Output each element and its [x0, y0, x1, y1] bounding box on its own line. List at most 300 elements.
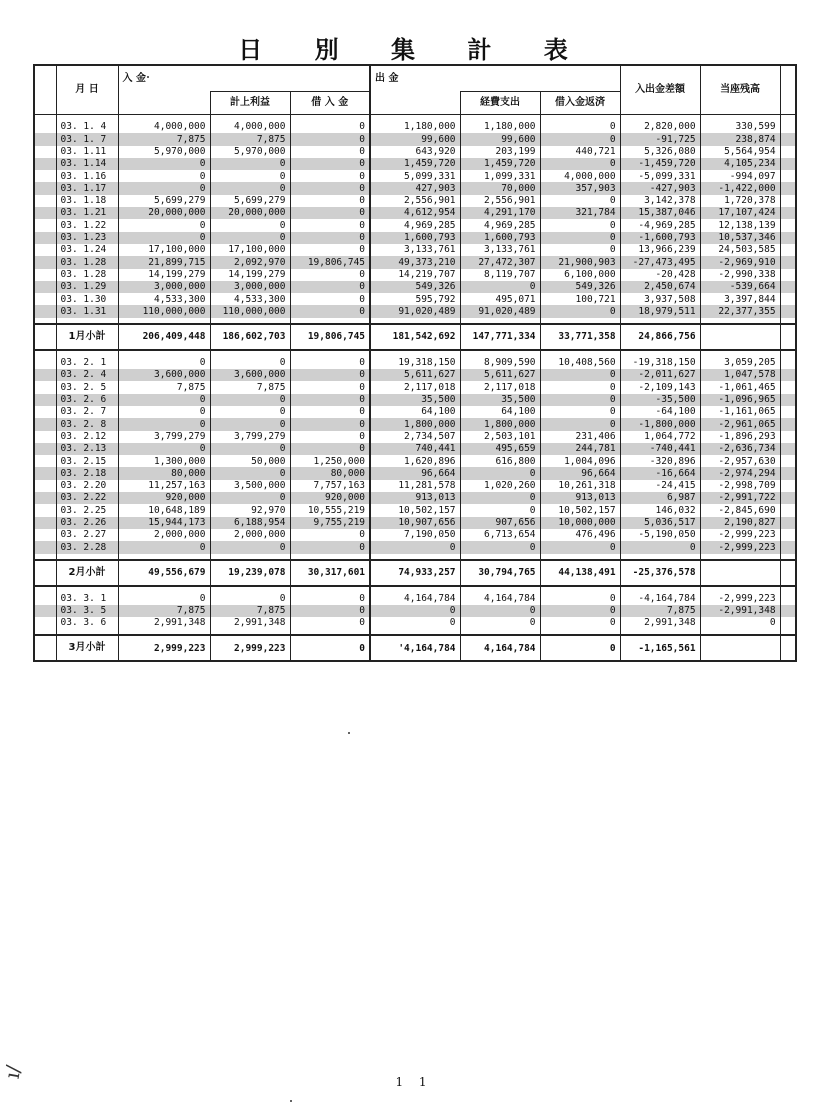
balance-cell: -1,896,293 [700, 431, 780, 443]
profit-cell: 0 [210, 158, 290, 170]
borrow-cell: 0 [290, 529, 370, 541]
expense-cell: 0 [460, 504, 540, 516]
profit-cell: 0 [210, 467, 290, 479]
balance-cell: 1,720,378 [700, 195, 780, 207]
table-row [34, 269, 796, 281]
profit-cell: 20,000,000 [210, 207, 290, 219]
in-cell: 3,000,000 [118, 281, 210, 293]
balance-cell: -2,969,910 [700, 256, 780, 268]
borrow-cell: 0 [290, 305, 370, 317]
subtotal-expense-cell: 4,164,784 [460, 635, 540, 661]
date-cell: 03. 1.21 [56, 207, 118, 219]
table-row [34, 617, 796, 629]
expense-cell: 0 [460, 467, 540, 479]
end-cell [780, 170, 796, 182]
balance-cell: 3,397,844 [700, 293, 780, 305]
spacer-cell [460, 350, 540, 357]
expense-cell: 1,800,000 [460, 418, 540, 430]
repay-cell: 549,326 [540, 281, 620, 293]
diff-cell: -2,011,627 [620, 369, 700, 381]
margin-cell [34, 121, 56, 133]
end-cell [780, 504, 796, 516]
spacer-cell [290, 586, 370, 593]
repay-cell: 1,004,096 [540, 455, 620, 467]
spacer-cell [56, 586, 118, 593]
balance-cell: -2,636,734 [700, 443, 780, 455]
diff-cell: -4,969,285 [620, 219, 700, 231]
balance-cell: -2,845,690 [700, 504, 780, 516]
in-cell: 2,000,000 [118, 529, 210, 541]
balance-cell: -2,998,709 [700, 480, 780, 492]
repay-cell: 0 [540, 369, 620, 381]
table-row [34, 158, 796, 170]
expense-cell: 8,119,707 [460, 269, 540, 281]
header-in: 入 金 [118, 65, 370, 92]
diff-cell: 2,991,348 [620, 617, 700, 629]
date-cell: 03. 2.26 [56, 517, 118, 529]
table-row [34, 504, 796, 516]
spacer-cell [370, 350, 460, 357]
balance-cell: 22,377,355 [700, 305, 780, 317]
table-row [34, 492, 796, 504]
balance-cell: 1,047,578 [700, 369, 780, 381]
balance-cell: -1,061,465 [700, 381, 780, 393]
repay-cell: 0 [540, 418, 620, 430]
header-out: 出 金 [370, 65, 620, 92]
diff-cell: -1,600,793 [620, 232, 700, 244]
spacer-cell [460, 586, 540, 593]
profit-cell: 3,500,000 [210, 480, 290, 492]
in-cell: 0 [118, 357, 210, 369]
expense-cell: 5,611,627 [460, 369, 540, 381]
expense-cell: 0 [460, 281, 540, 293]
borrow-cell: 0 [290, 281, 370, 293]
subtotal-diff-cell: 24,866,756 [620, 324, 700, 350]
scan-speck [290, 1100, 292, 1102]
out-cell: 4,164,784 [370, 593, 460, 605]
diff-cell: -5,190,050 [620, 529, 700, 541]
expense-cell: 2,117,018 [460, 381, 540, 393]
out-cell: 0 [370, 617, 460, 629]
scan-speck [147, 76, 149, 78]
balance-cell: 10,537,346 [700, 232, 780, 244]
diff-cell: -19,318,150 [620, 357, 700, 369]
diff-cell: -91,725 [620, 133, 700, 145]
table-row [34, 219, 796, 231]
repay-cell: 0 [540, 158, 620, 170]
table-row [34, 170, 796, 182]
header-in-spacer [118, 92, 210, 115]
out-cell: 7,190,050 [370, 529, 460, 541]
margin-cell [34, 605, 56, 617]
in-cell: 14,199,279 [118, 269, 210, 281]
subtotal-row [34, 324, 796, 350]
end-cell [780, 381, 796, 393]
profit-cell: 0 [210, 443, 290, 455]
expense-cell: 2,556,901 [460, 195, 540, 207]
out-cell: 11,281,578 [370, 480, 460, 492]
in-cell: 110,000,000 [118, 305, 210, 317]
repay-cell: 10,261,318 [540, 480, 620, 492]
repay-cell: 913,013 [540, 492, 620, 504]
borrow-cell: 0 [290, 219, 370, 231]
spacer-cell [118, 586, 210, 593]
borrow-cell: 80,000 [290, 467, 370, 479]
margin-cell [34, 232, 56, 244]
balance-cell: 2,190,827 [700, 517, 780, 529]
in-cell: 0 [118, 219, 210, 231]
table-row [34, 418, 796, 430]
margin-cell [34, 281, 56, 293]
out-cell: 5,611,627 [370, 369, 460, 381]
margin-cell [34, 560, 56, 586]
table-row [34, 406, 796, 418]
in-cell: 0 [118, 593, 210, 605]
end-cell [780, 207, 796, 219]
subtotal-label: 3月小計 [56, 635, 118, 661]
margin-cell [34, 504, 56, 516]
out-cell: 4,612,954 [370, 207, 460, 219]
diff-cell: -1,459,720 [620, 158, 700, 170]
diff-cell: -27,473,495 [620, 256, 700, 268]
in-cell: 3,600,000 [118, 369, 210, 381]
date-cell: 03. 1.17 [56, 182, 118, 194]
expense-cell: 4,969,285 [460, 219, 540, 231]
expense-cell: 0 [460, 541, 540, 553]
in-cell: 920,000 [118, 492, 210, 504]
subtotal-repay-cell: 0 [540, 635, 620, 661]
end-cell [780, 455, 796, 467]
margin-cell [34, 635, 56, 661]
end-cell [780, 369, 796, 381]
profit-cell: 0 [210, 170, 290, 182]
subtotal-borrow-cell: 30,317,601 [290, 560, 370, 586]
end-cell [780, 305, 796, 317]
date-cell: 03. 1.30 [56, 293, 118, 305]
diff-cell: 15,387,046 [620, 207, 700, 219]
repay-cell: 440,721 [540, 146, 620, 158]
repay-cell: 0 [540, 244, 620, 256]
subtotal-in-cell: 49,556,679 [118, 560, 210, 586]
spacer-cell [370, 586, 460, 593]
out-cell: 2,556,901 [370, 195, 460, 207]
margin-cell [34, 146, 56, 158]
subtotal-diff-cell: -25,376,578 [620, 560, 700, 586]
out-cell: 1,800,000 [370, 418, 460, 430]
in-cell: 21,899,715 [118, 256, 210, 268]
date-cell: 03. 1.29 [56, 281, 118, 293]
diff-cell: 3,142,378 [620, 195, 700, 207]
spacer-cell [540, 350, 620, 357]
in-cell: 0 [118, 158, 210, 170]
diff-cell: -1,800,000 [620, 418, 700, 430]
subtotal-profit-cell: 186,602,703 [210, 324, 290, 350]
balance-cell: -2,999,223 [700, 593, 780, 605]
balance-cell: -539,664 [700, 281, 780, 293]
balance-cell: -2,961,065 [700, 418, 780, 430]
diff-cell: -320,896 [620, 455, 700, 467]
out-cell: 1,459,720 [370, 158, 460, 170]
borrow-cell: 920,000 [290, 492, 370, 504]
spacer-cell [780, 350, 796, 357]
spacer-cell [620, 586, 700, 593]
borrow-cell: 9,755,219 [290, 517, 370, 529]
margin-cell [34, 269, 56, 281]
out-cell: 91,020,489 [370, 305, 460, 317]
profit-cell: 0 [210, 357, 290, 369]
table-row [34, 467, 796, 479]
borrow-cell: 0 [290, 244, 370, 256]
out-cell: 2,117,018 [370, 381, 460, 393]
end-cell [780, 418, 796, 430]
table-row [34, 244, 796, 256]
margin-cell [34, 207, 56, 219]
diff-cell: -20,428 [620, 269, 700, 281]
spacer-row [34, 586, 796, 593]
in-cell: 0 [118, 232, 210, 244]
date-cell: 03. 2.22 [56, 492, 118, 504]
expense-cell: 6,713,654 [460, 529, 540, 541]
borrow-cell: 0 [290, 293, 370, 305]
out-cell: 96,664 [370, 467, 460, 479]
date-cell: 03. 2.20 [56, 480, 118, 492]
profit-cell: 110,000,000 [210, 305, 290, 317]
end-cell [780, 529, 796, 541]
date-cell: 03. 3. 5 [56, 605, 118, 617]
repay-cell: 244,781 [540, 443, 620, 455]
date-cell: 03. 2. 6 [56, 394, 118, 406]
balance-cell: 0 [700, 617, 780, 629]
borrow-cell: 0 [290, 381, 370, 393]
balance-cell: -1,096,965 [700, 394, 780, 406]
table-row [34, 207, 796, 219]
profit-cell: 14,199,279 [210, 269, 290, 281]
expense-cell: 4,164,784 [460, 593, 540, 605]
header-balance: 当座残高 [700, 65, 780, 115]
date-cell: 03. 1.28 [56, 256, 118, 268]
margin-cell [34, 381, 56, 393]
borrow-cell: 0 [290, 269, 370, 281]
diff-cell: 3,937,508 [620, 293, 700, 305]
subtotal-row [34, 560, 796, 586]
table-row [34, 394, 796, 406]
balance-cell: 238,874 [700, 133, 780, 145]
in-cell: 15,944,173 [118, 517, 210, 529]
end-cell [780, 244, 796, 256]
table-row [34, 443, 796, 455]
subtotal-out-cell: 74,933,257 [370, 560, 460, 586]
table-row [34, 357, 796, 369]
repay-cell: 0 [540, 305, 620, 317]
borrow-cell: 7,757,163 [290, 480, 370, 492]
out-cell: 1,180,000 [370, 121, 460, 133]
diff-cell: 1,064,772 [620, 431, 700, 443]
end-cell [780, 593, 796, 605]
diff-cell: -35,500 [620, 394, 700, 406]
profit-cell: 0 [210, 418, 290, 430]
out-cell: 427,903 [370, 182, 460, 194]
diff-cell: -16,664 [620, 467, 700, 479]
end-cell [780, 617, 796, 629]
borrow-cell: 0 [290, 170, 370, 182]
margin-cell [34, 529, 56, 541]
subtotal-label: 1月小計 [56, 324, 118, 350]
date-cell: 03. 1. 4 [56, 121, 118, 133]
subtotal-profit-cell: 19,239,078 [210, 560, 290, 586]
repay-cell: 0 [540, 406, 620, 418]
expense-cell: 2,503,101 [460, 431, 540, 443]
out-cell: 0 [370, 541, 460, 553]
end-cell [780, 357, 796, 369]
borrow-cell: 0 [290, 431, 370, 443]
in-cell: 5,699,279 [118, 195, 210, 207]
margin-cell [34, 492, 56, 504]
borrow-cell: 0 [290, 593, 370, 605]
subtotal-balance-cell [700, 324, 780, 350]
in-cell: 0 [118, 170, 210, 182]
diff-cell: -64,100 [620, 406, 700, 418]
repay-cell: 10,502,157 [540, 504, 620, 516]
repay-cell: 231,406 [540, 431, 620, 443]
balance-cell: -2,974,294 [700, 467, 780, 479]
subtotal-repay-cell: 44,138,491 [540, 560, 620, 586]
end-cell [780, 605, 796, 617]
in-cell: 7,875 [118, 605, 210, 617]
subtotal-label: 2月小計 [56, 560, 118, 586]
end-cell [780, 219, 796, 231]
borrow-cell: 0 [290, 394, 370, 406]
expense-cell: 203,199 [460, 146, 540, 158]
end-cell [780, 121, 796, 133]
end-cell [780, 406, 796, 418]
borrow-cell: 0 [290, 541, 370, 553]
repay-cell: 10,408,560 [540, 357, 620, 369]
end-cell [780, 232, 796, 244]
end-cell [780, 195, 796, 207]
date-cell: 03. 2. 4 [56, 369, 118, 381]
expense-cell: 1,099,331 [460, 170, 540, 182]
repay-cell: 0 [540, 617, 620, 629]
in-cell: 0 [118, 182, 210, 194]
profit-cell: 0 [210, 394, 290, 406]
out-cell: 99,600 [370, 133, 460, 145]
out-cell: 10,907,656 [370, 517, 460, 529]
out-cell: 4,969,285 [370, 219, 460, 231]
repay-cell: 10,000,000 [540, 517, 620, 529]
end-cell [780, 480, 796, 492]
balance-cell: -2,999,223 [700, 529, 780, 541]
borrow-cell: 0 [290, 182, 370, 194]
borrow-cell: 1,250,000 [290, 455, 370, 467]
end-cell [780, 492, 796, 504]
in-cell: 0 [118, 418, 210, 430]
expense-cell: 4,291,170 [460, 207, 540, 219]
subtotal-profit-cell: 2,999,223 [210, 635, 290, 661]
profit-cell: 7,875 [210, 605, 290, 617]
repay-cell: 0 [540, 121, 620, 133]
borrow-cell: 0 [290, 357, 370, 369]
date-cell: 03. 2. 8 [56, 418, 118, 430]
end-cell [780, 146, 796, 158]
borrow-cell: 0 [290, 133, 370, 145]
diff-cell: 18,979,511 [620, 305, 700, 317]
page-title: 日 別 集 計 表 [238, 36, 590, 64]
margin-handwriting-mark: ı/ [0, 1063, 26, 1081]
balance-cell: 17,107,424 [700, 207, 780, 219]
repay-cell: 96,664 [540, 467, 620, 479]
subtotal-borrow-cell: 0 [290, 635, 370, 661]
table-row [34, 480, 796, 492]
expense-cell: 0 [460, 617, 540, 629]
repay-cell: 21,900,903 [540, 256, 620, 268]
profit-cell: 92,970 [210, 504, 290, 516]
expense-cell: 0 [460, 492, 540, 504]
margin-cell [34, 517, 56, 529]
expense-cell: 1,600,793 [460, 232, 540, 244]
out-cell: 14,219,707 [370, 269, 460, 281]
borrow-cell: 0 [290, 207, 370, 219]
repay-cell: 0 [540, 232, 620, 244]
subtotal-balance-cell [700, 635, 780, 661]
profit-cell: 5,699,279 [210, 195, 290, 207]
balance-cell: -1,161,065 [700, 406, 780, 418]
spacer-cell [540, 586, 620, 593]
table-row [34, 182, 796, 194]
in-cell: 2,991,348 [118, 617, 210, 629]
end-cell [780, 443, 796, 455]
out-cell: 0 [370, 605, 460, 617]
date-cell: 03. 1. 7 [56, 133, 118, 145]
header-out-repay: 借入金返済 [540, 92, 620, 115]
diff-cell: 6,987 [620, 492, 700, 504]
ledger-body [34, 115, 796, 662]
in-cell: 7,875 [118, 133, 210, 145]
profit-cell: 50,000 [210, 455, 290, 467]
profit-cell: 4,533,300 [210, 293, 290, 305]
balance-cell: 5,564,954 [700, 146, 780, 158]
diff-cell: -427,903 [620, 182, 700, 194]
repay-cell: 0 [540, 593, 620, 605]
subtotal-in-cell: 206,409,448 [118, 324, 210, 350]
out-cell: 549,326 [370, 281, 460, 293]
diff-cell: 146,032 [620, 504, 700, 516]
margin-cell [34, 418, 56, 430]
in-cell: 11,257,163 [118, 480, 210, 492]
in-cell: 0 [118, 443, 210, 455]
table-row [34, 605, 796, 617]
header-diff: 入出金差額 [620, 65, 700, 115]
in-cell: 10,648,189 [118, 504, 210, 516]
header-out-expense: 経費支出 [460, 92, 540, 115]
repay-cell: 0 [540, 195, 620, 207]
out-cell: 1,600,793 [370, 232, 460, 244]
profit-cell: 4,000,000 [210, 121, 290, 133]
spacer-cell [34, 586, 56, 593]
margin-cell [34, 455, 56, 467]
borrow-cell: 0 [290, 121, 370, 133]
date-cell: 03. 1.11 [56, 146, 118, 158]
borrow-cell: 0 [290, 146, 370, 158]
margin-cell [34, 305, 56, 317]
profit-cell: 0 [210, 541, 290, 553]
out-cell: 19,318,150 [370, 357, 460, 369]
header-date: 月 日 [56, 65, 118, 115]
page-number: 1 1 [395, 1075, 433, 1089]
margin-cell [34, 357, 56, 369]
profit-cell: 17,100,000 [210, 244, 290, 256]
end-cell [780, 394, 796, 406]
subtotal-borrow-cell: 19,806,745 [290, 324, 370, 350]
